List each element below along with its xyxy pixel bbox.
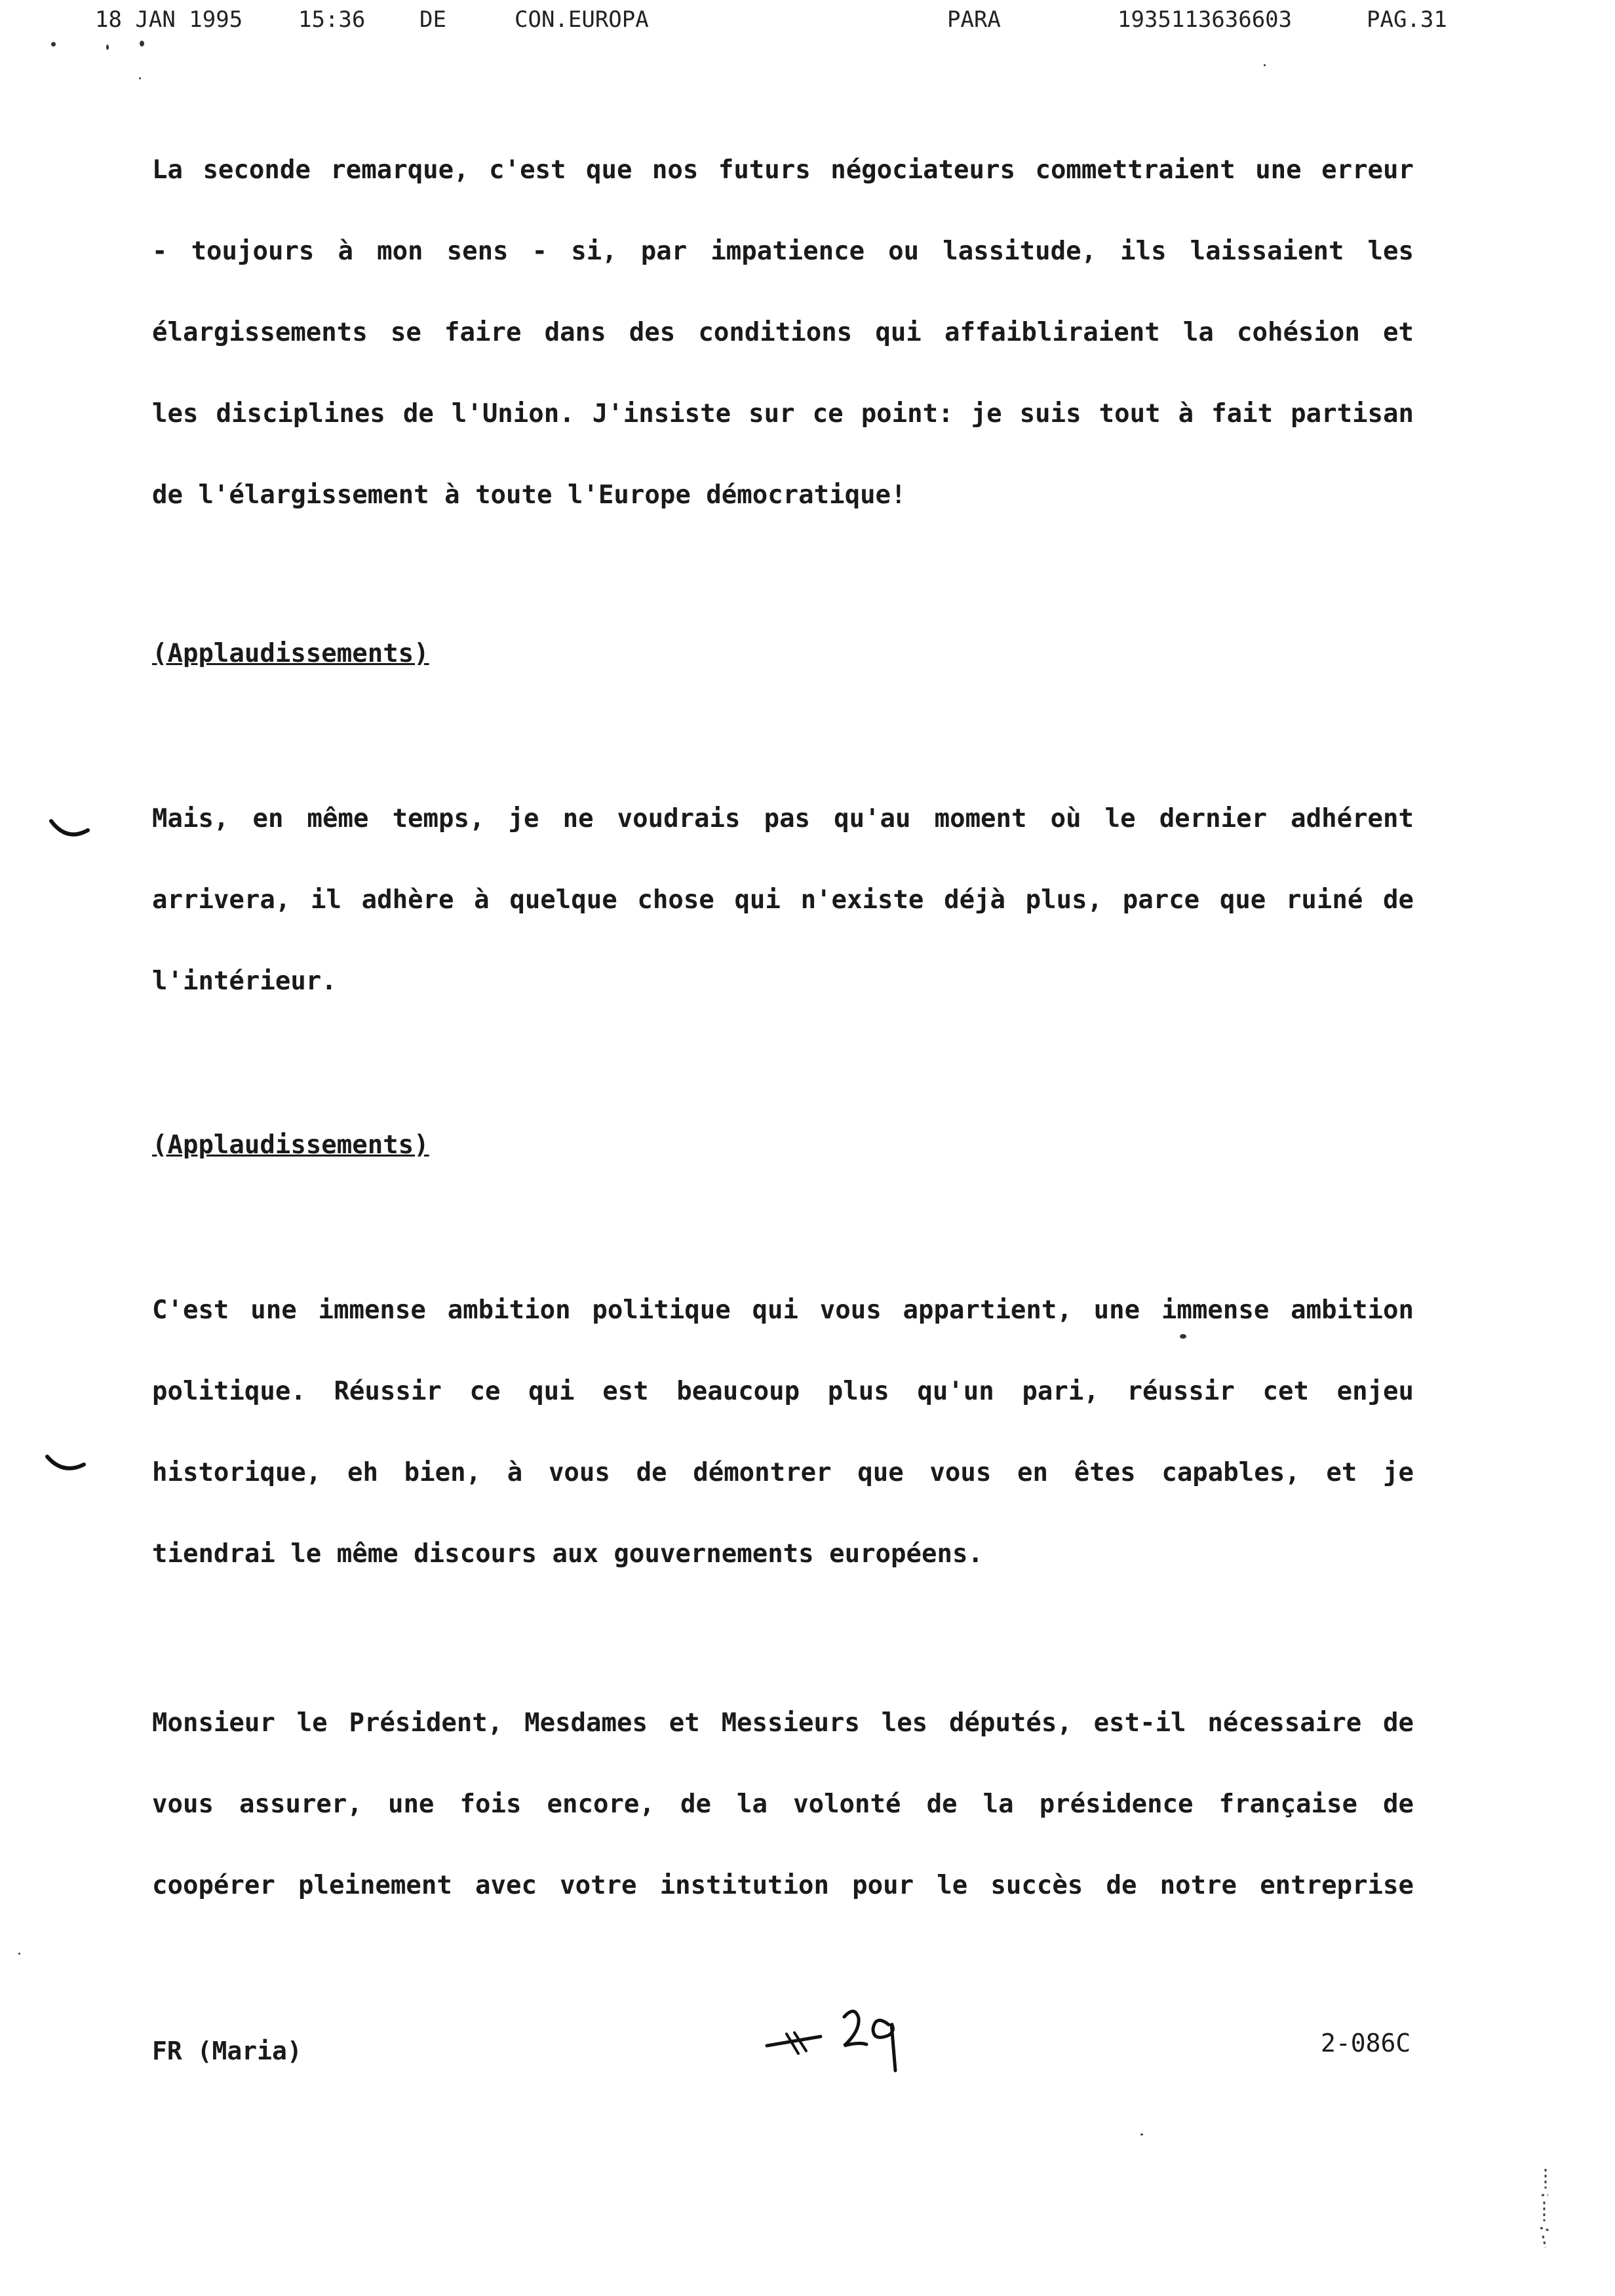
paragraph-4 — [152, 1683, 1414, 1926]
handwritten-page-number — [760, 1999, 918, 2077]
text-line: arrivera, il adhère à quelque chose qui n'existe déjà plus, parce que ruiné de — [152, 885, 1414, 915]
text-line: vous assurer, une fois encore, de la volonté de la présidence française de — [152, 1789, 1414, 1819]
text-line: politique. Réussir ce qui est beaucoup plus qu'un pari, réussir cet enjeu — [152, 1377, 1414, 1406]
text-line: Monsieur le Président, Mesdames et Messieurs les députés, est-il nécessaire de — [152, 1708, 1414, 1738]
paragraph-2 — [152, 778, 1414, 1022]
paragraph-1 — [152, 130, 1414, 536]
paragraph-3 — [152, 1270, 1414, 1595]
scan-speck — [139, 77, 141, 79]
text-line: tiendrai le même discours aux gouvernements européens. — [152, 1539, 983, 1569]
scan-speck — [1140, 2133, 1143, 2135]
fax-date: 18 JAN 1995 — [95, 7, 243, 33]
applause-note: (Applaudissements) — [152, 639, 429, 668]
margin-checkmark-icon — [47, 816, 93, 842]
applause-note: (Applaudissements) — [152, 1130, 429, 1160]
footer-translator: FR (Maria) — [152, 2037, 302, 2065]
scan-speck — [140, 41, 144, 47]
text-line: Mais, en même temps, je ne voudrais pas qu'au moment où le dernier adhérent — [152, 804, 1414, 833]
footer-reference: 2-086C — [1321, 2029, 1411, 2057]
fax-time: 15:36 — [298, 7, 366, 33]
text-line: de l'élargissement à toute l'Europe démocratique! — [152, 480, 906, 510]
scan-speck — [106, 45, 109, 50]
scan-speck — [1180, 1334, 1186, 1339]
scan-speck — [1264, 64, 1266, 66]
text-line: coopérer pleinement avec votre institution pour le succès de notre entreprise — [152, 1871, 1414, 1900]
fax-header — [0, 7, 1615, 46]
text-line: les disciplines de l'Union. J'insiste sur ce point: je suis tout à fait partisan — [152, 399, 1414, 429]
text-line: élargissements se faire dans des conditions qui affaibliraient la cohésion et — [152, 318, 1414, 347]
fax-from-label: DE — [419, 7, 446, 33]
fax-page-number: PAG.31 — [1367, 7, 1447, 33]
text-line: C'est une immense ambition politique qui vous appartient, une immense ambition — [152, 1295, 1414, 1325]
text-line: l'intérieur. — [152, 966, 337, 996]
text-line: - toujours à mon sens - si, par impatience ou lassitude, ils laissaient les — [152, 237, 1414, 266]
fax-number: 1935113636603 — [1118, 7, 1293, 33]
margin-checkmark-icon — [43, 1451, 89, 1478]
text-line: La seconde remarque, c'est que nos futurs négociateurs commettraient une erreur — [152, 155, 1414, 185]
text-line: historique, eh bien, à vous de démontrer que vous en êtes capables, et je — [152, 1458, 1414, 1487]
scan-speck — [18, 1953, 20, 1955]
fax-sender: CON.EUROPA — [515, 7, 649, 33]
fax-to-label: PARA — [947, 7, 1001, 33]
scan-speck — [51, 42, 56, 47]
scan-artifact — [1534, 2162, 1553, 2254]
